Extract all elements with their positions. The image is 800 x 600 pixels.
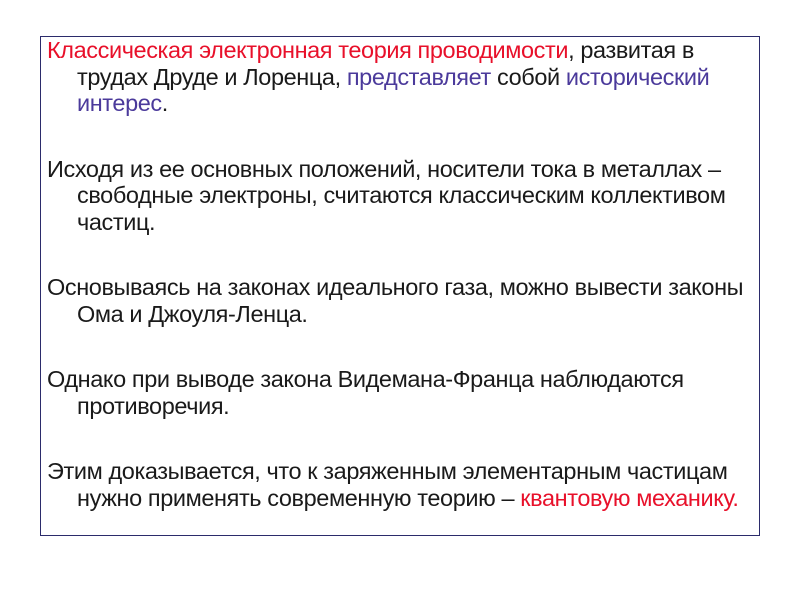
text-run: исторический интерес	[77, 63, 710, 116]
paragraph-2	[47, 156, 753, 236]
paragraph-4	[47, 366, 753, 419]
text-run: , развитая в трудах Друде и Лоренца,	[77, 37, 694, 90]
text-box	[40, 36, 760, 536]
paragraph-spacer	[47, 327, 753, 366]
paragraph-spacer	[47, 419, 753, 458]
text-run: Исходя из ее основных положений, носители тока в металлах – свободные электроны, считаются классическим коллективом частиц.	[47, 155, 726, 235]
text-run: Однако при выводе закона Видемана-Франца наблюдаются противоречия.	[47, 366, 684, 419]
paragraph-1	[47, 37, 753, 117]
text-run: представляет	[346, 63, 491, 90]
text-run: .	[161, 90, 168, 116]
text-run: собой	[490, 63, 566, 90]
paragraph-spacer	[47, 235, 753, 274]
text-run: Этим доказывается, что к заряженным элементарным частицам нужно применять современную теорию –	[47, 458, 728, 511]
paragraph-5	[47, 458, 753, 511]
paragraph-3	[47, 274, 753, 327]
text-run: квантовую механику.	[520, 484, 739, 511]
text-run: Классическая электронная теория проводимости	[47, 37, 569, 63]
text-run: Основываясь на законах идеального газа, можно вывести законы Ома и Джоуля-Ленца.	[47, 274, 744, 327]
paragraph-spacer	[47, 117, 753, 156]
